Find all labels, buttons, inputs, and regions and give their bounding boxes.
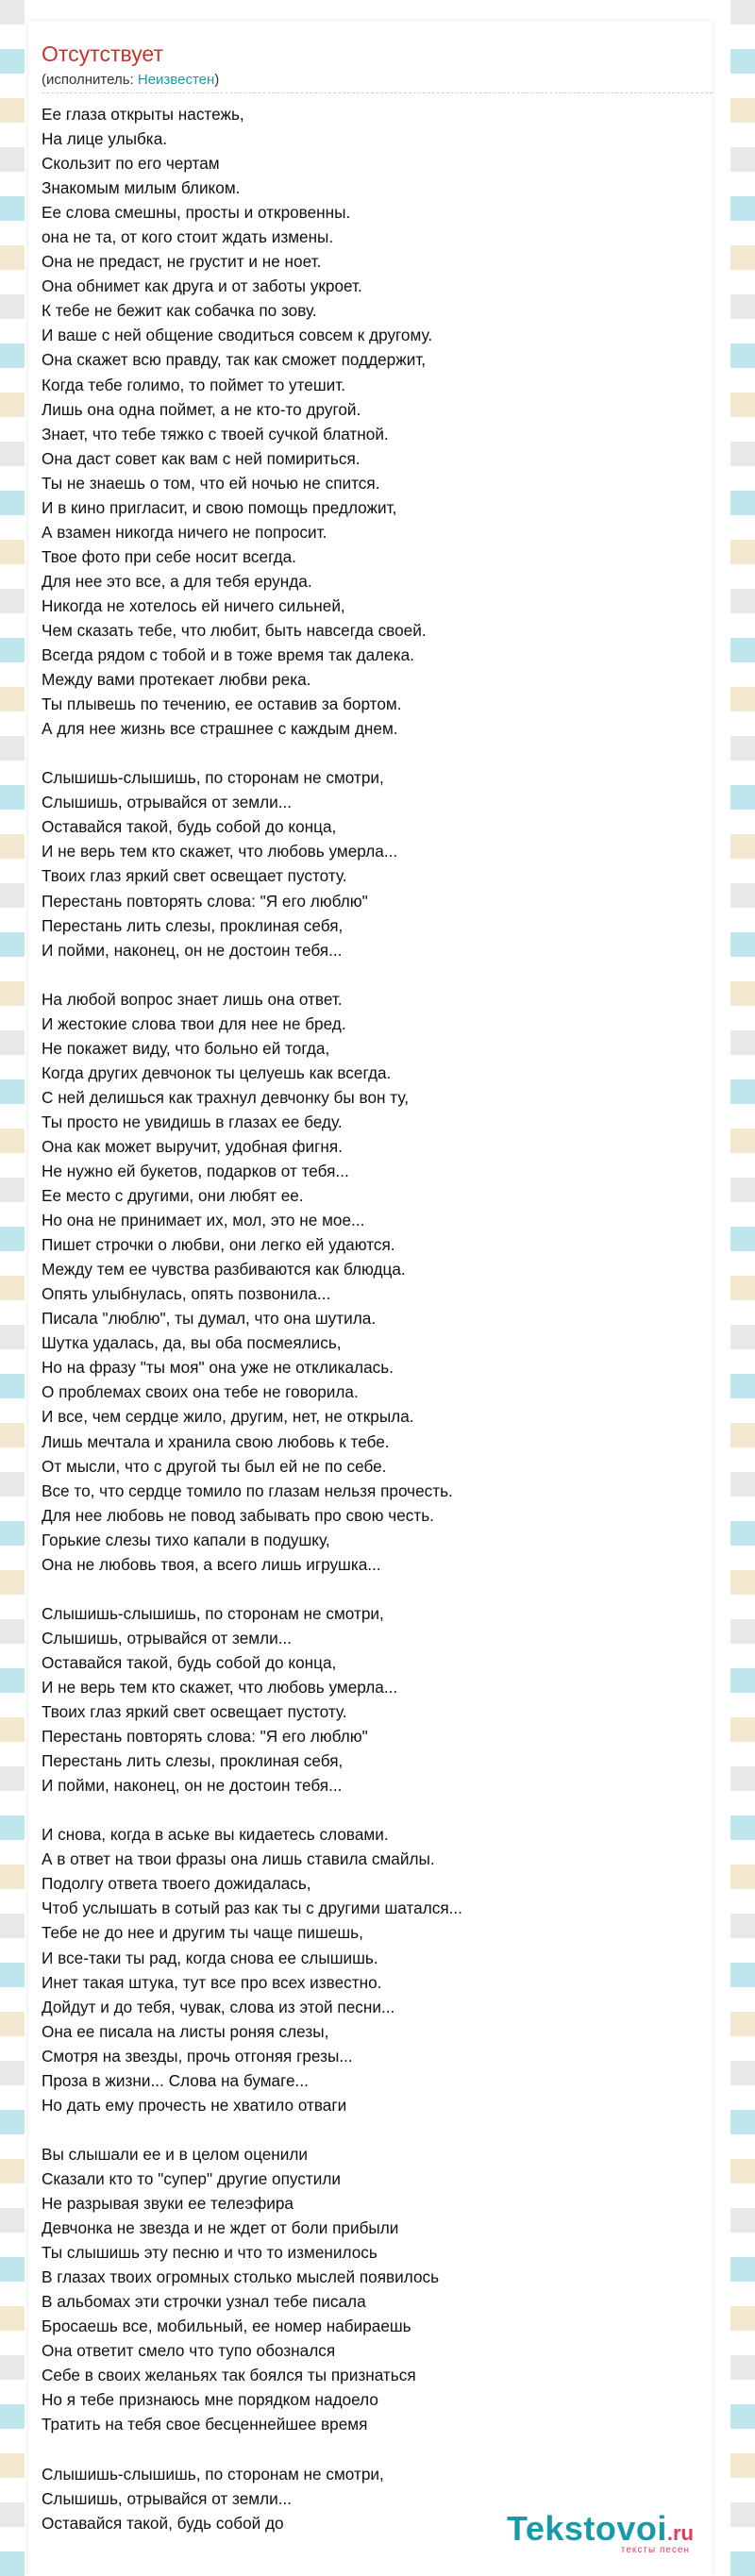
lyric-line: Она не любовь твоя, а всего лишь игрушка... — [42, 1554, 381, 1574]
lyric-line: Лишь она одна поймет, а не кто-то другой. — [42, 399, 361, 419]
lyric-line: Вы слышали ее и в целом оценили — [42, 2144, 308, 2164]
lyric-line: Бросаешь все, мобильный, ее номер набираешь — [42, 2317, 411, 2336]
lyric-line: Слышишь, отрывайся от земли... — [42, 793, 293, 812]
lyric-line: Но на фразу "ты моя" она уже не откликалась. — [42, 1358, 394, 1378]
lyric-line: Твоих глаз яркий свет освещает пустоту. — [42, 1702, 347, 1722]
lyric-line: Слышишь-слышишь, по сторонам не смотри, — [42, 2464, 384, 2484]
lyric-line: Оставайся такой, будь собой до конца, — [42, 1652, 337, 1672]
lyric-line: Пишет строчки о любви, они легко ей удаются. — [42, 1235, 395, 1255]
lyric-line: Шутка удалась, да, вы оба посмеялись, — [42, 1333, 342, 1353]
lyric-line: И пойми, наконец, он не достоин тебя... — [42, 940, 343, 960]
lyric-line: Перестань повторять слова: "Я его люблю" — [42, 891, 368, 911]
decorative-stripes-right — [730, 0, 755, 2576]
lyric-line: Но я тебе признаюсь мне порядком надоело — [42, 2390, 378, 2410]
lyric-line: Ты слышишь эту песню и что то изменилось — [42, 2243, 378, 2263]
lyric-line: Чем сказать тебе, что любит, быть навсегда своей. — [42, 620, 427, 640]
stanza-gap — [42, 962, 702, 987]
lyric-line: Для нее это все, а для тебя ерунда. — [42, 571, 312, 591]
lyric-line: И пойми, наконец, он не достоин тебя... — [42, 1776, 343, 1796]
lyric-line: К тебе не бежит как собачка по зову. — [42, 301, 317, 321]
lyric-line: С ней делишься как трахнул девчонку бы вон ту, — [42, 1087, 410, 1107]
lyric-line: И снова, когда в аське вы кидаетесь словами. — [42, 1825, 389, 1845]
lyric-line: О проблемах своих она тебе не говорила. — [42, 1382, 359, 1402]
logo-tagline: тексты песен — [620, 2545, 690, 2555]
artist-suffix: ) — [214, 72, 220, 88]
lyric-line: Подолгу ответа твоего дожидалась, — [42, 1874, 311, 1894]
lyric-line: Твоих глаз яркий свет освещает пустоту. — [42, 866, 347, 886]
lyric-line: Слышишь, отрывайся от земли... — [42, 1628, 293, 1648]
lyric-line: Между тем ее чувства разбиваются как блюдца. — [42, 1260, 406, 1280]
lyric-line: Перестань повторять слова: "Я его люблю" — [42, 1727, 368, 1747]
lyric-line: Тратить на тебя свое бесценнейшее время — [42, 2415, 368, 2434]
lyric-line: Она не предаст, не грустит и не ноет. — [42, 252, 322, 272]
header-divider — [42, 92, 713, 93]
site-logo[interactable] — [507, 2509, 694, 2555]
lyric-line: Сказали кто то "супер" другие опустили — [42, 2168, 342, 2188]
lyric-line: Ее глаза открыты настежь, — [42, 105, 244, 124]
lyric-line: И жестокие слова твои для нее не бред. — [42, 1013, 346, 1033]
song-title: Отсутствует — [42, 42, 163, 66]
lyric-line: она не та, от кого стоит ждать измены. — [42, 227, 334, 247]
lyric-line: Девчонка не звезда и не ждет от боли прибыли — [42, 2218, 399, 2238]
lyric-line: Писала "люблю", ты думал, что она шутила. — [42, 1309, 377, 1329]
lyric-line: Дойдут и до тебя, чувак, слова из этой песни... — [42, 1997, 395, 2016]
lyric-line: Не покажет виду, что больно ей тогда, — [42, 1038, 330, 1058]
lyric-line: Оставайся такой, будь собой до — [42, 2513, 284, 2533]
lyric-line: Знакомым милым бликом. — [42, 178, 241, 198]
lyric-line: Когда других девчонок ты целуешь как всегда. — [42, 1062, 392, 1082]
lyric-line: А для нее жизнь все страшнее с каждым днем. — [42, 719, 398, 739]
lyric-line: Ее место с другими, они любят ее. — [42, 1186, 304, 1206]
lyric-line: Скользит по его чертам — [42, 154, 220, 174]
stanza-gap — [42, 2117, 702, 2142]
lyric-line: Для нее любовь не повод забывать про свою честь. — [42, 1505, 434, 1525]
stanza-gap — [42, 2436, 702, 2461]
lyric-line: Она как может выручит, удобная фигня. — [42, 1136, 343, 1156]
lyric-line: Слышишь-слышишь, по сторонам не смотри, — [42, 768, 384, 788]
lyric-line: Перестань лить слезы, проклиная себя, — [42, 915, 344, 935]
artist-line — [42, 72, 219, 88]
lyric-line: На любой вопрос знает лишь она ответ. — [42, 989, 343, 1009]
lyric-line: Она ее писала на листы роняя слезы, — [42, 2021, 329, 2041]
lyric-line: Ее слова смешны, просты и откровенны. — [42, 203, 351, 223]
lyric-line: На лице улыбка. — [42, 129, 168, 149]
lyric-line: Слышишь, отрывайся от земли... — [42, 2488, 293, 2508]
lyric-line: А в ответ на твои фразы она лишь ставила смайлы. — [42, 1849, 435, 1869]
lyric-line: Чтоб услышать в сотый раз как ты с другими шатался... — [42, 1899, 462, 1918]
lyric-line: Оставайся такой, будь собой до конца, — [42, 817, 337, 837]
lyric-line: Всегда рядом с тобой и в тоже время так далека. — [42, 645, 414, 665]
lyric-line: Все то, что сердце томило по глазам нельзя прочесть. — [42, 1480, 453, 1500]
lyric-line: И не верь тем кто скажет, что любовь умерла... — [42, 1678, 398, 1697]
lyrics-text — [42, 102, 702, 2535]
lyric-line: Проза в жизни... Слова на бумаге... — [42, 2070, 309, 2090]
stanza-gap — [42, 741, 702, 765]
lyric-line: И в кино пригласит, и свою помощь предложит, — [42, 497, 397, 517]
lyric-line: Она скажет всю правду, так как сможет поддержит, — [42, 350, 427, 370]
lyric-line: Когда тебе голимо, то поймет то утешит. — [42, 375, 345, 394]
lyric-line: Не нужно ей букетов, подарков от тебя... — [42, 1162, 349, 1181]
lyric-line: И все-таки ты рад, когда снова ее слышишь. — [42, 1948, 378, 1967]
lyric-line: Тебе не до нее и другим ты чаще пишешь, — [42, 1923, 363, 1943]
stanza-gap — [42, 1798, 702, 1822]
logo-tld: .ru — [666, 2521, 694, 2545]
lyric-line: Твое фото при себе носит всегда. — [42, 546, 296, 566]
lyric-line: Смотря на звезды, прочь отгоняя грезы... — [42, 2046, 353, 2066]
artist-prefix: (исполнитель: — [42, 72, 138, 88]
lyric-line: И ваше с ней общение сводиться совсем к другому. — [42, 326, 433, 345]
artist-link[interactable]: Неизвестен — [137, 72, 215, 88]
lyric-line: Никогда не хотелось ей ничего сильней, — [42, 595, 345, 615]
logo-brand: Tekstovoi — [507, 2509, 667, 2548]
lyric-line: Не разрывая звуки ее телеэфира — [42, 2193, 294, 2213]
lyric-line: Инет такая штука, тут все про всех известно. — [42, 1972, 382, 1992]
stanza-gap — [42, 1577, 702, 1601]
lyric-line: Она даст совет как вам с ней помириться. — [42, 448, 361, 468]
lyric-line: Слышишь-слышишь, по сторонам не смотри, — [42, 1603, 384, 1623]
lyric-line: От мысли, что с другой ты был ей не по себе. — [42, 1456, 387, 1476]
lyrics-card — [28, 21, 713, 2576]
lyric-line: Ты просто не увидишь в глазах ее беду. — [42, 1112, 343, 1131]
lyric-line: А взамен никогда ничего не попросит. — [42, 522, 327, 542]
lyric-line: Но она не принимает их, мол, это не мое... — [42, 1211, 365, 1230]
lyric-line: Она ответит смело что тупо обознался — [42, 2341, 336, 2361]
lyric-line: Но дать ему прочесть не хватило отваги — [42, 2095, 347, 2115]
lyric-line: Она обнимет как друга и от заботы укроет. — [42, 276, 362, 296]
lyric-line: Горькие слезы тихо капали в подушку, — [42, 1530, 330, 1549]
lyric-line: И все, чем сердце жило, другим, нет, не открыла. — [42, 1407, 414, 1427]
lyric-line: И не верь тем кто скажет, что любовь умерла... — [42, 842, 398, 861]
lyric-line: Себе в своих желаньях так боялся ты признаться — [42, 2366, 416, 2385]
decorative-stripes-left — [0, 0, 25, 2576]
lyric-line: Ты не знаешь о том, что ей ночью не спится. — [42, 473, 380, 493]
lyric-line: Опять улыбнулась, опять позвонила... — [42, 1284, 331, 1304]
lyric-line: Знает, что тебе тяжко с твоей сучкой блатной. — [42, 424, 389, 443]
lyric-line: Между вами протекает любви река. — [42, 670, 311, 690]
lyric-line: В альбомах эти строчки узнал тебе писала — [42, 2292, 366, 2312]
lyric-line: Лишь мечтала и хранила свою любовь к тебе. — [42, 1431, 390, 1451]
lyric-line: Перестань лить слезы, проклиная себя, — [42, 1751, 344, 1771]
lyric-line: В глазах твоих огромных столько мыслей появилось — [42, 2267, 440, 2287]
lyric-line: Ты плывешь по течению, ее оставив за бортом. — [42, 694, 402, 714]
